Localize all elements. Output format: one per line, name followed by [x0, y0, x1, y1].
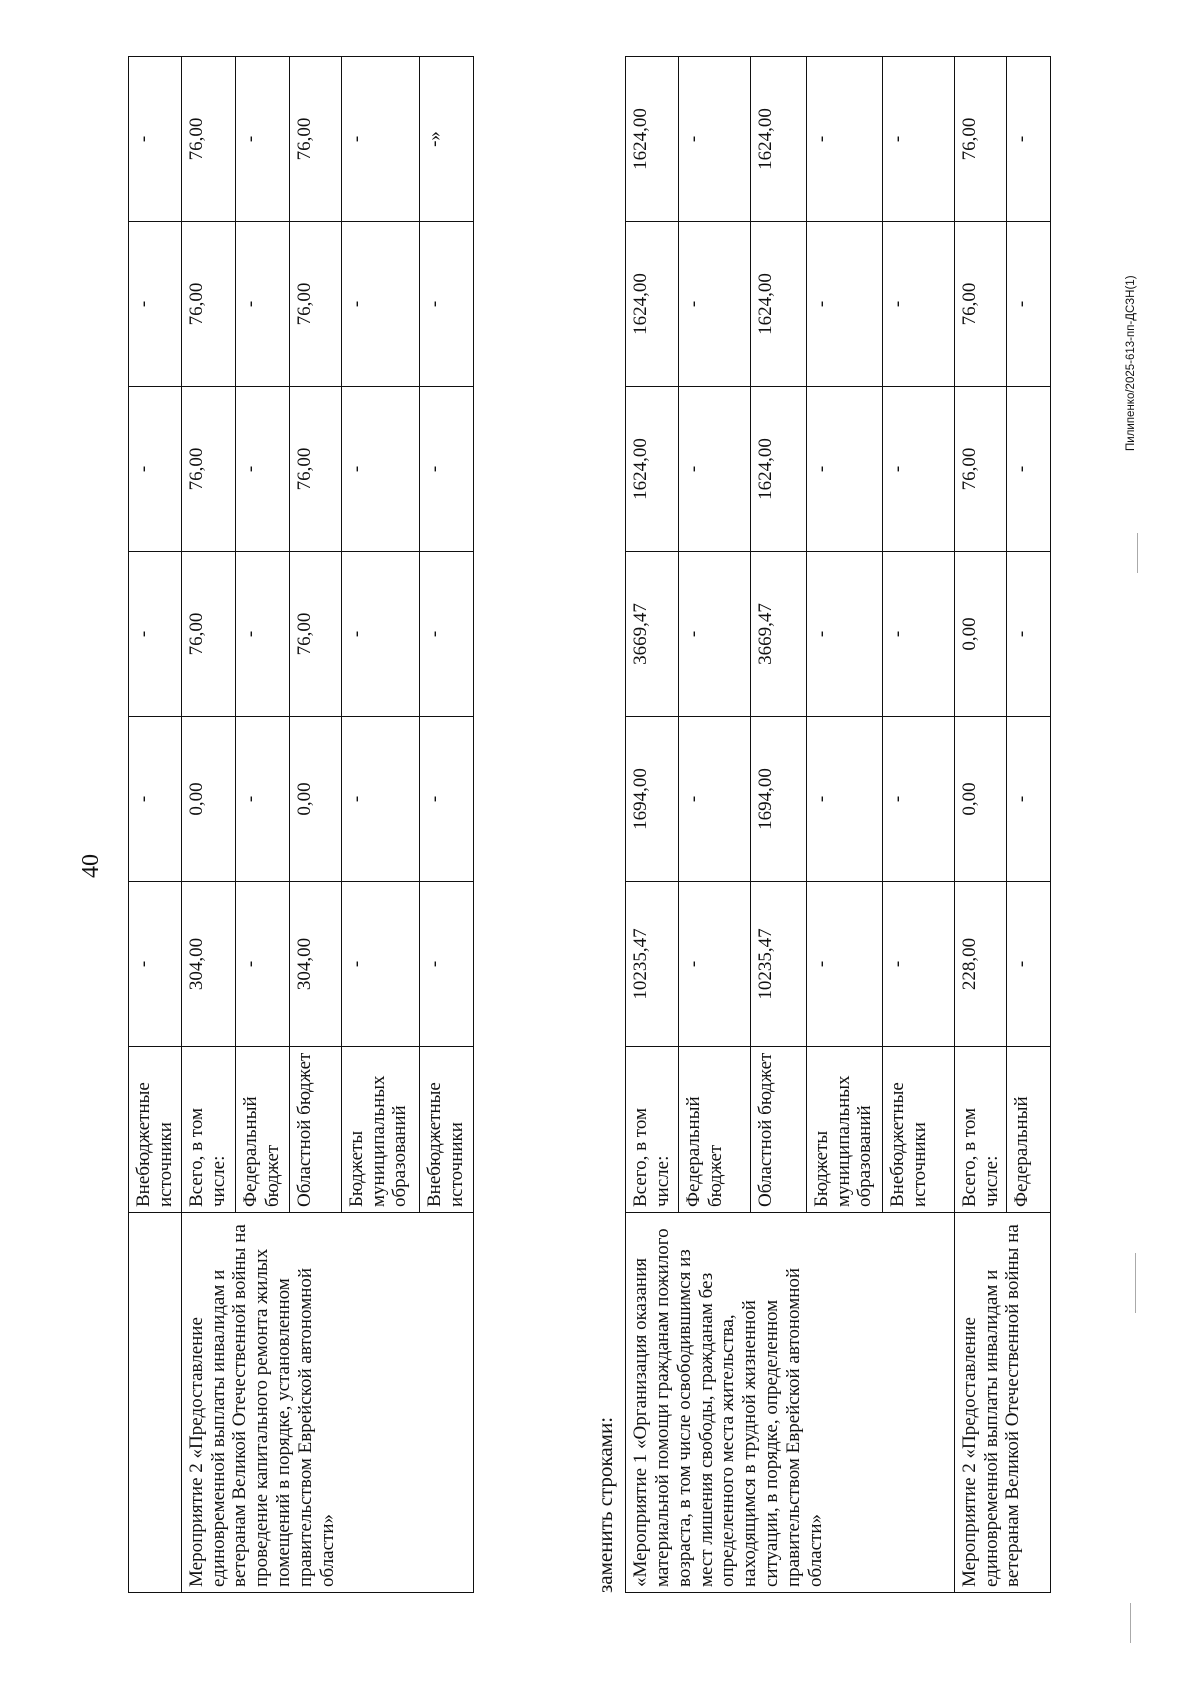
value-cell: 76,00	[289, 552, 341, 717]
value-cell: 3669,47	[626, 552, 679, 717]
value-cell: 76,00	[289, 387, 341, 552]
value-cell: 0,00	[181, 717, 235, 882]
value-cell: -	[341, 222, 419, 387]
value-cell: -	[678, 552, 750, 717]
source-cell: Федеральный	[1007, 1047, 1051, 1213]
value-cell: -	[1007, 552, 1051, 717]
value-cell: 1624,00	[626, 222, 679, 387]
table-row	[626, 57, 679, 1593]
value-cell: -	[419, 882, 473, 1047]
value-cell: 76,00	[289, 57, 341, 222]
value-cell: -	[882, 57, 954, 222]
document-code: Пилипенко/2025-613-пп-ДСЗН(1)	[1125, 275, 1137, 451]
value-cell: -	[235, 882, 289, 1047]
value-cell: 76,00	[181, 387, 235, 552]
value-cell: 76,00	[954, 387, 1007, 552]
value-cell: 76,00	[954, 57, 1007, 222]
value-cell: 76,00	[954, 222, 1007, 387]
value-cell: -	[341, 552, 419, 717]
scan-artifact	[1135, 1253, 1136, 1313]
value-cell: -	[1007, 882, 1051, 1047]
source-cell: Всего, в том числе:	[954, 1047, 1007, 1213]
value-cell: 76,00	[181, 552, 235, 717]
value-cell: 1694,00	[750, 717, 806, 882]
value-cell: -	[806, 387, 882, 552]
value-cell: -	[129, 57, 182, 222]
value-cell: 76,00	[181, 222, 235, 387]
value-cell: -	[882, 882, 954, 1047]
scan-artifact	[1130, 1603, 1131, 1643]
source-cell: Бюджеты муниципальных образований	[341, 1047, 419, 1213]
source-cell: Федеральный бюджет	[678, 1047, 750, 1213]
value-cell: 304,00	[181, 882, 235, 1047]
value-cell: -	[678, 717, 750, 882]
value-cell: -	[1007, 387, 1051, 552]
value-cell: -	[806, 717, 882, 882]
value-cell: 228,00	[954, 882, 1007, 1047]
value-cell: -	[129, 717, 182, 882]
event-cell: Мероприятие 2 «Предоставление единовременной выплаты инвалидам и ветеранам Великой Отечественной войны на проведение капитального ремонта жилых помещений в порядке, установленном правительством Еврейской автономной области»	[181, 1213, 473, 1593]
value-cell: -	[806, 57, 882, 222]
value-cell: -	[806, 222, 882, 387]
value-cell: -	[235, 387, 289, 552]
value-cell: -	[882, 552, 954, 717]
page-number: 40	[78, 854, 104, 878]
value-cell: -	[1007, 57, 1051, 222]
value-cell: 1624,00	[626, 57, 679, 222]
value-cell: -	[341, 717, 419, 882]
value-cell: -	[678, 387, 750, 552]
source-cell: Федеральный бюджет	[235, 1047, 289, 1213]
value-cell: -	[806, 552, 882, 717]
value-cell: -	[129, 387, 182, 552]
value-cell: 1624,00	[750, 222, 806, 387]
value-cell: 76,00	[181, 57, 235, 222]
source-cell: Всего, в том числе:	[181, 1047, 235, 1213]
value-cell: 1694,00	[626, 717, 679, 882]
value-cell: -	[235, 222, 289, 387]
value-cell: -	[129, 882, 182, 1047]
value-cell: -	[419, 222, 473, 387]
scan-artifact	[1137, 533, 1138, 573]
value-cell: -	[235, 717, 289, 882]
replace-instruction: заменить строками:	[593, 1416, 617, 1593]
source-cell: Бюджеты муниципальных образований	[806, 1047, 882, 1213]
value-cell: 304,00	[289, 882, 341, 1047]
value-cell: 76,00	[289, 222, 341, 387]
value-cell: 0,00	[954, 717, 1007, 882]
value-cell: 0,00	[954, 552, 1007, 717]
source-cell: Внебюджетные источники	[129, 1047, 182, 1213]
value-cell: 3669,47	[750, 552, 806, 717]
source-cell: Всего, в том числе:	[626, 1047, 679, 1213]
event-cell: Мероприятие 2 «Предоставление единовременной выплаты инвалидам и ветеранам Великой Отечественной войны на	[954, 1213, 1051, 1593]
table-row	[129, 57, 182, 1593]
value-cell: -	[882, 387, 954, 552]
source-cell: Областной бюджет	[289, 1047, 341, 1213]
value-cell: -	[678, 222, 750, 387]
source-cell: Внебюджетные источники	[882, 1047, 954, 1213]
source-cell: Областной бюджет	[750, 1047, 806, 1213]
value-cell: -	[341, 57, 419, 222]
value-cell: 1624,00	[750, 57, 806, 222]
value-cell: 0,00	[289, 717, 341, 882]
event-cell	[129, 1213, 182, 1593]
value-cell: 10235,47	[750, 882, 806, 1047]
value-cell: -	[1007, 222, 1051, 387]
value-cell: -	[129, 222, 182, 387]
value-cell: -	[419, 387, 473, 552]
budget-table-bottom	[625, 56, 1051, 1593]
value-cell: 10235,47	[626, 882, 679, 1047]
source-cell: Внебюджетные источники	[419, 1047, 473, 1213]
value-cell: -	[341, 882, 419, 1047]
value-cell: -	[882, 222, 954, 387]
event-cell: «Мероприятие 1 «Организация оказания материальной помощи гражданам пожилого возраста, в том числе освободившимся из мест лишения свободы, гражданам без определенного места жительства, находящимся в трудной жизненной ситуации, в порядке, определенном правительством Еврейской автономной области»	[626, 1213, 955, 1593]
value-cell: -	[678, 882, 750, 1047]
value-cell: 1624,00	[626, 387, 679, 552]
value-cell: -	[1007, 717, 1051, 882]
table-row	[181, 57, 235, 1593]
table-row	[954, 57, 1007, 1593]
value-cell: -	[419, 552, 473, 717]
value-cell: -	[129, 552, 182, 717]
value-cell: -	[678, 57, 750, 222]
value-cell: 1624,00	[750, 387, 806, 552]
budget-table-top	[128, 56, 474, 1593]
value-cell: -	[235, 552, 289, 717]
value-cell: -»	[419, 57, 473, 222]
value-cell: -	[235, 57, 289, 222]
value-cell: -	[341, 387, 419, 552]
value-cell: -	[882, 717, 954, 882]
value-cell: -	[419, 717, 473, 882]
value-cell: -	[806, 882, 882, 1047]
